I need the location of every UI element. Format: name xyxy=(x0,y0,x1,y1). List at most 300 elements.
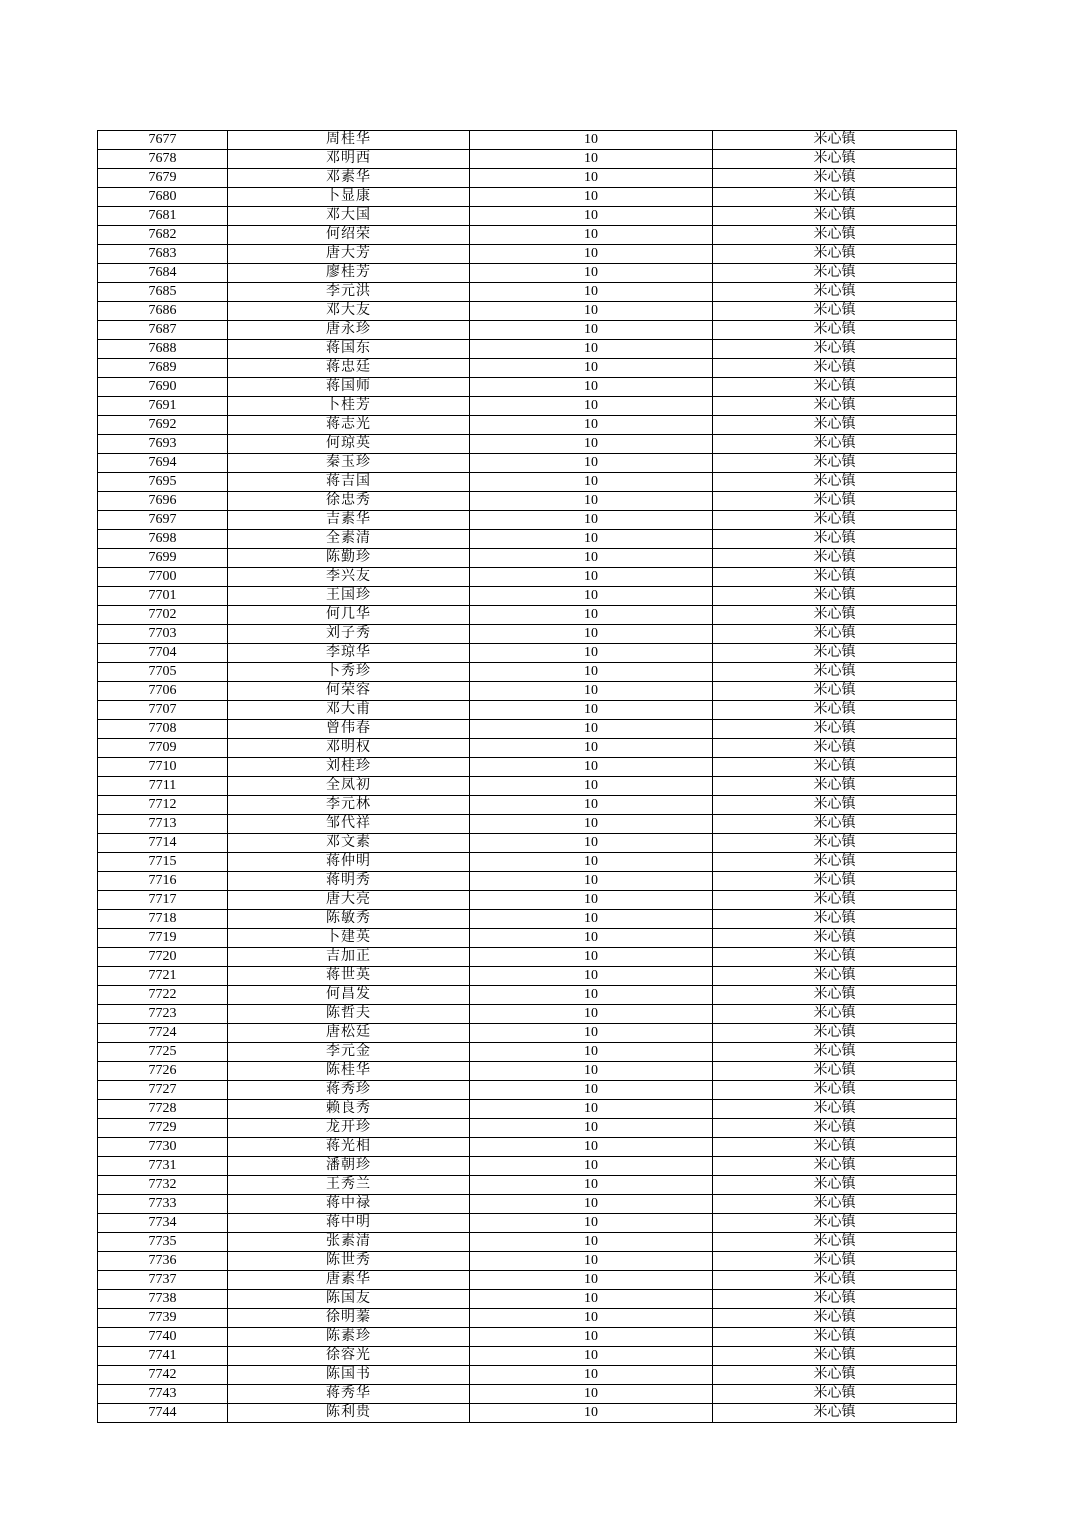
town-cell: 米心镇 xyxy=(713,1271,957,1290)
table-row xyxy=(98,739,957,758)
person-name-cell: 吉加正 xyxy=(228,948,470,967)
amount-cell: 10 xyxy=(470,1081,713,1100)
person-name-cell: 秦玉珍 xyxy=(228,454,470,473)
table-row xyxy=(98,131,957,150)
row-number-cell: 7709 xyxy=(98,739,228,758)
amount-cell: 10 xyxy=(470,549,713,568)
table-row xyxy=(98,948,957,967)
amount-cell: 10 xyxy=(470,359,713,378)
amount-cell: 10 xyxy=(470,720,713,739)
table-row xyxy=(98,663,957,682)
row-number-cell: 7722 xyxy=(98,986,228,1005)
amount-cell: 10 xyxy=(470,283,713,302)
amount-cell: 10 xyxy=(470,1157,713,1176)
row-number-cell: 7713 xyxy=(98,815,228,834)
amount-cell: 10 xyxy=(470,1385,713,1404)
table-row xyxy=(98,416,957,435)
row-number-cell: 7715 xyxy=(98,853,228,872)
row-number-cell: 7708 xyxy=(98,720,228,739)
table-row xyxy=(98,796,957,815)
town-cell: 米心镇 xyxy=(713,1043,957,1062)
town-cell: 米心镇 xyxy=(713,1404,957,1423)
table-row xyxy=(98,1328,957,1347)
amount-cell: 10 xyxy=(470,1195,713,1214)
person-name-cell: 李元金 xyxy=(228,1043,470,1062)
amount-cell: 10 xyxy=(470,492,713,511)
table-row xyxy=(98,473,957,492)
row-number-cell: 7705 xyxy=(98,663,228,682)
person-name-cell: 徐明蓁 xyxy=(228,1309,470,1328)
row-number-cell: 7744 xyxy=(98,1404,228,1423)
row-number-cell: 7711 xyxy=(98,777,228,796)
person-name-cell: 何几华 xyxy=(228,606,470,625)
person-name-cell: 邹代祥 xyxy=(228,815,470,834)
table-row xyxy=(98,1100,957,1119)
row-number-cell: 7698 xyxy=(98,530,228,549)
table-row xyxy=(98,302,957,321)
table-row xyxy=(98,188,957,207)
roster-table xyxy=(97,130,957,1423)
table-row xyxy=(98,682,957,701)
amount-cell: 10 xyxy=(470,1119,713,1138)
amount-cell: 10 xyxy=(470,834,713,853)
amount-cell: 10 xyxy=(470,1100,713,1119)
amount-cell: 10 xyxy=(470,701,713,720)
table-row xyxy=(98,378,957,397)
town-cell: 米心镇 xyxy=(713,1081,957,1100)
amount-cell: 10 xyxy=(470,1138,713,1157)
town-cell: 米心镇 xyxy=(713,131,957,150)
town-cell: 米心镇 xyxy=(713,150,957,169)
row-number-cell: 7739 xyxy=(98,1309,228,1328)
town-cell: 米心镇 xyxy=(713,1062,957,1081)
amount-cell: 10 xyxy=(470,568,713,587)
town-cell: 米心镇 xyxy=(713,568,957,587)
town-cell: 米心镇 xyxy=(713,188,957,207)
row-number-cell: 7718 xyxy=(98,910,228,929)
amount-cell: 10 xyxy=(470,226,713,245)
table-row xyxy=(98,777,957,796)
table-row xyxy=(98,1043,957,1062)
town-cell: 米心镇 xyxy=(713,891,957,910)
town-cell: 米心镇 xyxy=(713,1138,957,1157)
table-row xyxy=(98,1404,957,1423)
town-cell: 米心镇 xyxy=(713,682,957,701)
amount-cell: 10 xyxy=(470,1271,713,1290)
person-name-cell: 卜显康 xyxy=(228,188,470,207)
person-name-cell: 徐容光 xyxy=(228,1347,470,1366)
amount-cell: 10 xyxy=(470,777,713,796)
town-cell: 米心镇 xyxy=(713,359,957,378)
table-row xyxy=(98,169,957,188)
table-row xyxy=(98,929,957,948)
town-cell: 米心镇 xyxy=(713,910,957,929)
person-name-cell: 唐大亮 xyxy=(228,891,470,910)
town-cell: 米心镇 xyxy=(713,1366,957,1385)
table-row xyxy=(98,986,957,1005)
person-name-cell: 邓大友 xyxy=(228,302,470,321)
table-row xyxy=(98,359,957,378)
person-name-cell: 陈桂华 xyxy=(228,1062,470,1081)
town-cell: 米心镇 xyxy=(713,530,957,549)
person-name-cell: 唐松廷 xyxy=(228,1024,470,1043)
amount-cell: 10 xyxy=(470,853,713,872)
town-cell: 米心镇 xyxy=(713,397,957,416)
table-row xyxy=(98,1138,957,1157)
town-cell: 米心镇 xyxy=(713,1214,957,1233)
table-row xyxy=(98,1119,957,1138)
person-name-cell: 何荣容 xyxy=(228,682,470,701)
row-number-cell: 7696 xyxy=(98,492,228,511)
amount-cell: 10 xyxy=(470,891,713,910)
row-number-cell: 7729 xyxy=(98,1119,228,1138)
table-row xyxy=(98,549,957,568)
amount-cell: 10 xyxy=(470,739,713,758)
person-name-cell: 全凤初 xyxy=(228,777,470,796)
amount-cell: 10 xyxy=(470,872,713,891)
row-number-cell: 7723 xyxy=(98,1005,228,1024)
person-name-cell: 蒋仲明 xyxy=(228,853,470,872)
table-row xyxy=(98,872,957,891)
row-number-cell: 7677 xyxy=(98,131,228,150)
table-row xyxy=(98,1290,957,1309)
town-cell: 米心镇 xyxy=(713,625,957,644)
person-name-cell: 陈敏秀 xyxy=(228,910,470,929)
row-number-cell: 7724 xyxy=(98,1024,228,1043)
town-cell: 米心镇 xyxy=(713,1290,957,1309)
amount-cell: 10 xyxy=(470,1043,713,1062)
table-row xyxy=(98,1157,957,1176)
amount-cell: 10 xyxy=(470,378,713,397)
amount-cell: 10 xyxy=(470,416,713,435)
amount-cell: 10 xyxy=(470,1347,713,1366)
amount-cell: 10 xyxy=(470,682,713,701)
person-name-cell: 蒋中明 xyxy=(228,1214,470,1233)
amount-cell: 10 xyxy=(470,967,713,986)
person-name-cell: 廖桂芳 xyxy=(228,264,470,283)
table-row xyxy=(98,1385,957,1404)
row-number-cell: 7688 xyxy=(98,340,228,359)
amount-cell: 10 xyxy=(470,245,713,264)
row-number-cell: 7716 xyxy=(98,872,228,891)
table-row xyxy=(98,397,957,416)
table-row xyxy=(98,207,957,226)
row-number-cell: 7691 xyxy=(98,397,228,416)
table-row xyxy=(98,530,957,549)
person-name-cell: 李琼华 xyxy=(228,644,470,663)
table-row xyxy=(98,264,957,283)
row-number-cell: 7687 xyxy=(98,321,228,340)
town-cell: 米心镇 xyxy=(713,872,957,891)
row-number-cell: 7690 xyxy=(98,378,228,397)
person-name-cell: 何琼英 xyxy=(228,435,470,454)
amount-cell: 10 xyxy=(470,131,713,150)
row-number-cell: 7733 xyxy=(98,1195,228,1214)
town-cell: 米心镇 xyxy=(713,1347,957,1366)
roster-body xyxy=(98,131,957,1423)
person-name-cell: 邓素华 xyxy=(228,169,470,188)
person-name-cell: 陈勤珍 xyxy=(228,549,470,568)
person-name-cell: 刘桂珍 xyxy=(228,758,470,777)
table-row xyxy=(98,1195,957,1214)
person-name-cell: 卜秀珍 xyxy=(228,663,470,682)
town-cell: 米心镇 xyxy=(713,264,957,283)
person-name-cell: 刘子秀 xyxy=(228,625,470,644)
row-number-cell: 7686 xyxy=(98,302,228,321)
person-name-cell: 蒋吉国 xyxy=(228,473,470,492)
amount-cell: 10 xyxy=(470,606,713,625)
row-number-cell: 7712 xyxy=(98,796,228,815)
person-name-cell: 蒋秀华 xyxy=(228,1385,470,1404)
row-number-cell: 7678 xyxy=(98,150,228,169)
amount-cell: 10 xyxy=(470,796,713,815)
amount-cell: 10 xyxy=(470,397,713,416)
person-name-cell: 蒋中禄 xyxy=(228,1195,470,1214)
town-cell: 米心镇 xyxy=(713,815,957,834)
row-number-cell: 7741 xyxy=(98,1347,228,1366)
person-name-cell: 邓大国 xyxy=(228,207,470,226)
person-name-cell: 吉素华 xyxy=(228,511,470,530)
amount-cell: 10 xyxy=(470,1005,713,1024)
town-cell: 米心镇 xyxy=(713,1233,957,1252)
town-cell: 米心镇 xyxy=(713,644,957,663)
person-name-cell: 卜桂芳 xyxy=(228,397,470,416)
town-cell: 米心镇 xyxy=(713,587,957,606)
row-number-cell: 7725 xyxy=(98,1043,228,1062)
town-cell: 米心镇 xyxy=(713,1252,957,1271)
row-number-cell: 7693 xyxy=(98,435,228,454)
row-number-cell: 7735 xyxy=(98,1233,228,1252)
table-row xyxy=(98,1252,957,1271)
amount-cell: 10 xyxy=(470,454,713,473)
row-number-cell: 7684 xyxy=(98,264,228,283)
row-number-cell: 7742 xyxy=(98,1366,228,1385)
town-cell: 米心镇 xyxy=(713,321,957,340)
row-number-cell: 7704 xyxy=(98,644,228,663)
row-number-cell: 7689 xyxy=(98,359,228,378)
row-number-cell: 7717 xyxy=(98,891,228,910)
amount-cell: 10 xyxy=(470,815,713,834)
person-name-cell: 陈世秀 xyxy=(228,1252,470,1271)
row-number-cell: 7714 xyxy=(98,834,228,853)
person-name-cell: 唐素华 xyxy=(228,1271,470,1290)
row-number-cell: 7734 xyxy=(98,1214,228,1233)
town-cell: 米心镇 xyxy=(713,967,957,986)
town-cell: 米心镇 xyxy=(713,416,957,435)
table-row xyxy=(98,150,957,169)
row-number-cell: 7683 xyxy=(98,245,228,264)
person-name-cell: 邓大甫 xyxy=(228,701,470,720)
table-row xyxy=(98,1214,957,1233)
amount-cell: 10 xyxy=(470,1024,713,1043)
person-name-cell: 蒋国师 xyxy=(228,378,470,397)
person-name-cell: 张素清 xyxy=(228,1233,470,1252)
amount-cell: 10 xyxy=(470,663,713,682)
table-row xyxy=(98,853,957,872)
town-cell: 米心镇 xyxy=(713,758,957,777)
table-row xyxy=(98,1005,957,1024)
person-name-cell: 蒋世英 xyxy=(228,967,470,986)
amount-cell: 10 xyxy=(470,340,713,359)
table-row xyxy=(98,321,957,340)
person-name-cell: 李元林 xyxy=(228,796,470,815)
table-row xyxy=(98,1081,957,1100)
row-number-cell: 7679 xyxy=(98,169,228,188)
person-name-cell: 赖良秀 xyxy=(228,1100,470,1119)
amount-cell: 10 xyxy=(470,1366,713,1385)
town-cell: 米心镇 xyxy=(713,1328,957,1347)
table-row xyxy=(98,1309,957,1328)
town-cell: 米心镇 xyxy=(713,1385,957,1404)
amount-cell: 10 xyxy=(470,511,713,530)
row-number-cell: 7727 xyxy=(98,1081,228,1100)
person-name-cell: 王秀兰 xyxy=(228,1176,470,1195)
town-cell: 米心镇 xyxy=(713,492,957,511)
town-cell: 米心镇 xyxy=(713,169,957,188)
amount-cell: 10 xyxy=(470,321,713,340)
table-row xyxy=(98,587,957,606)
row-number-cell: 7692 xyxy=(98,416,228,435)
town-cell: 米心镇 xyxy=(713,853,957,872)
table-row xyxy=(98,701,957,720)
amount-cell: 10 xyxy=(470,986,713,1005)
table-row xyxy=(98,910,957,929)
person-name-cell: 邓明西 xyxy=(228,150,470,169)
amount-cell: 10 xyxy=(470,644,713,663)
table-row xyxy=(98,606,957,625)
amount-cell: 10 xyxy=(470,948,713,967)
town-cell: 米心镇 xyxy=(713,701,957,720)
row-number-cell: 7721 xyxy=(98,967,228,986)
town-cell: 米心镇 xyxy=(713,1195,957,1214)
amount-cell: 10 xyxy=(470,1062,713,1081)
table-row xyxy=(98,1347,957,1366)
row-number-cell: 7702 xyxy=(98,606,228,625)
town-cell: 米心镇 xyxy=(713,720,957,739)
person-name-cell: 龙开珍 xyxy=(228,1119,470,1138)
row-number-cell: 7743 xyxy=(98,1385,228,1404)
person-name-cell: 邓文素 xyxy=(228,834,470,853)
town-cell: 米心镇 xyxy=(713,1119,957,1138)
row-number-cell: 7737 xyxy=(98,1271,228,1290)
table-row xyxy=(98,815,957,834)
amount-cell: 10 xyxy=(470,1214,713,1233)
town-cell: 米心镇 xyxy=(713,1176,957,1195)
table-row xyxy=(98,454,957,473)
table-row xyxy=(98,1024,957,1043)
table-row xyxy=(98,435,957,454)
amount-cell: 10 xyxy=(470,207,713,226)
row-number-cell: 7706 xyxy=(98,682,228,701)
row-number-cell: 7720 xyxy=(98,948,228,967)
amount-cell: 10 xyxy=(470,1328,713,1347)
amount-cell: 10 xyxy=(470,473,713,492)
person-name-cell: 邓明权 xyxy=(228,739,470,758)
row-number-cell: 7731 xyxy=(98,1157,228,1176)
town-cell: 米心镇 xyxy=(713,245,957,264)
table-row xyxy=(98,340,957,359)
row-number-cell: 7680 xyxy=(98,188,228,207)
town-cell: 米心镇 xyxy=(713,1309,957,1328)
table-row xyxy=(98,1176,957,1195)
row-number-cell: 7730 xyxy=(98,1138,228,1157)
amount-cell: 10 xyxy=(470,188,713,207)
town-cell: 米心镇 xyxy=(713,435,957,454)
table-row xyxy=(98,283,957,302)
table-row xyxy=(98,568,957,587)
row-number-cell: 7694 xyxy=(98,454,228,473)
table-row xyxy=(98,644,957,663)
person-name-cell: 陈哲夫 xyxy=(228,1005,470,1024)
table-row xyxy=(98,1233,957,1252)
table-row xyxy=(98,1366,957,1385)
row-number-cell: 7682 xyxy=(98,226,228,245)
amount-cell: 10 xyxy=(470,169,713,188)
town-cell: 米心镇 xyxy=(713,606,957,625)
amount-cell: 10 xyxy=(470,264,713,283)
table-row xyxy=(98,625,957,644)
row-number-cell: 7703 xyxy=(98,625,228,644)
person-name-cell: 唐大芳 xyxy=(228,245,470,264)
town-cell: 米心镇 xyxy=(713,283,957,302)
amount-cell: 10 xyxy=(470,435,713,454)
town-cell: 米心镇 xyxy=(713,1100,957,1119)
row-number-cell: 7726 xyxy=(98,1062,228,1081)
town-cell: 米心镇 xyxy=(713,986,957,1005)
person-name-cell: 蒋忠廷 xyxy=(228,359,470,378)
row-number-cell: 7681 xyxy=(98,207,228,226)
person-name-cell: 周桂华 xyxy=(228,131,470,150)
amount-cell: 10 xyxy=(470,587,713,606)
amount-cell: 10 xyxy=(470,1309,713,1328)
table-row xyxy=(98,758,957,777)
person-name-cell: 曾伟春 xyxy=(228,720,470,739)
table-row xyxy=(98,891,957,910)
town-cell: 米心镇 xyxy=(713,1005,957,1024)
row-number-cell: 7695 xyxy=(98,473,228,492)
table-row xyxy=(98,720,957,739)
amount-cell: 10 xyxy=(470,1176,713,1195)
town-cell: 米心镇 xyxy=(713,340,957,359)
table-row xyxy=(98,834,957,853)
row-number-cell: 7728 xyxy=(98,1100,228,1119)
town-cell: 米心镇 xyxy=(713,302,957,321)
amount-cell: 10 xyxy=(470,625,713,644)
town-cell: 米心镇 xyxy=(713,948,957,967)
table-row xyxy=(98,245,957,264)
person-name-cell: 卜建英 xyxy=(228,929,470,948)
row-number-cell: 7697 xyxy=(98,511,228,530)
amount-cell: 10 xyxy=(470,150,713,169)
amount-cell: 10 xyxy=(470,1233,713,1252)
person-name-cell: 陈利贵 xyxy=(228,1404,470,1423)
table-row xyxy=(98,226,957,245)
person-name-cell: 王国珍 xyxy=(228,587,470,606)
amount-cell: 10 xyxy=(470,1404,713,1423)
person-name-cell: 李兴友 xyxy=(228,568,470,587)
person-name-cell: 蒋明秀 xyxy=(228,872,470,891)
town-cell: 米心镇 xyxy=(713,796,957,815)
row-number-cell: 7700 xyxy=(98,568,228,587)
person-name-cell: 潘朝珍 xyxy=(228,1157,470,1176)
row-number-cell: 7701 xyxy=(98,587,228,606)
person-name-cell: 蒋秀珍 xyxy=(228,1081,470,1100)
town-cell: 米心镇 xyxy=(713,511,957,530)
row-number-cell: 7740 xyxy=(98,1328,228,1347)
person-name-cell: 蒋志光 xyxy=(228,416,470,435)
amount-cell: 10 xyxy=(470,1290,713,1309)
amount-cell: 10 xyxy=(470,530,713,549)
